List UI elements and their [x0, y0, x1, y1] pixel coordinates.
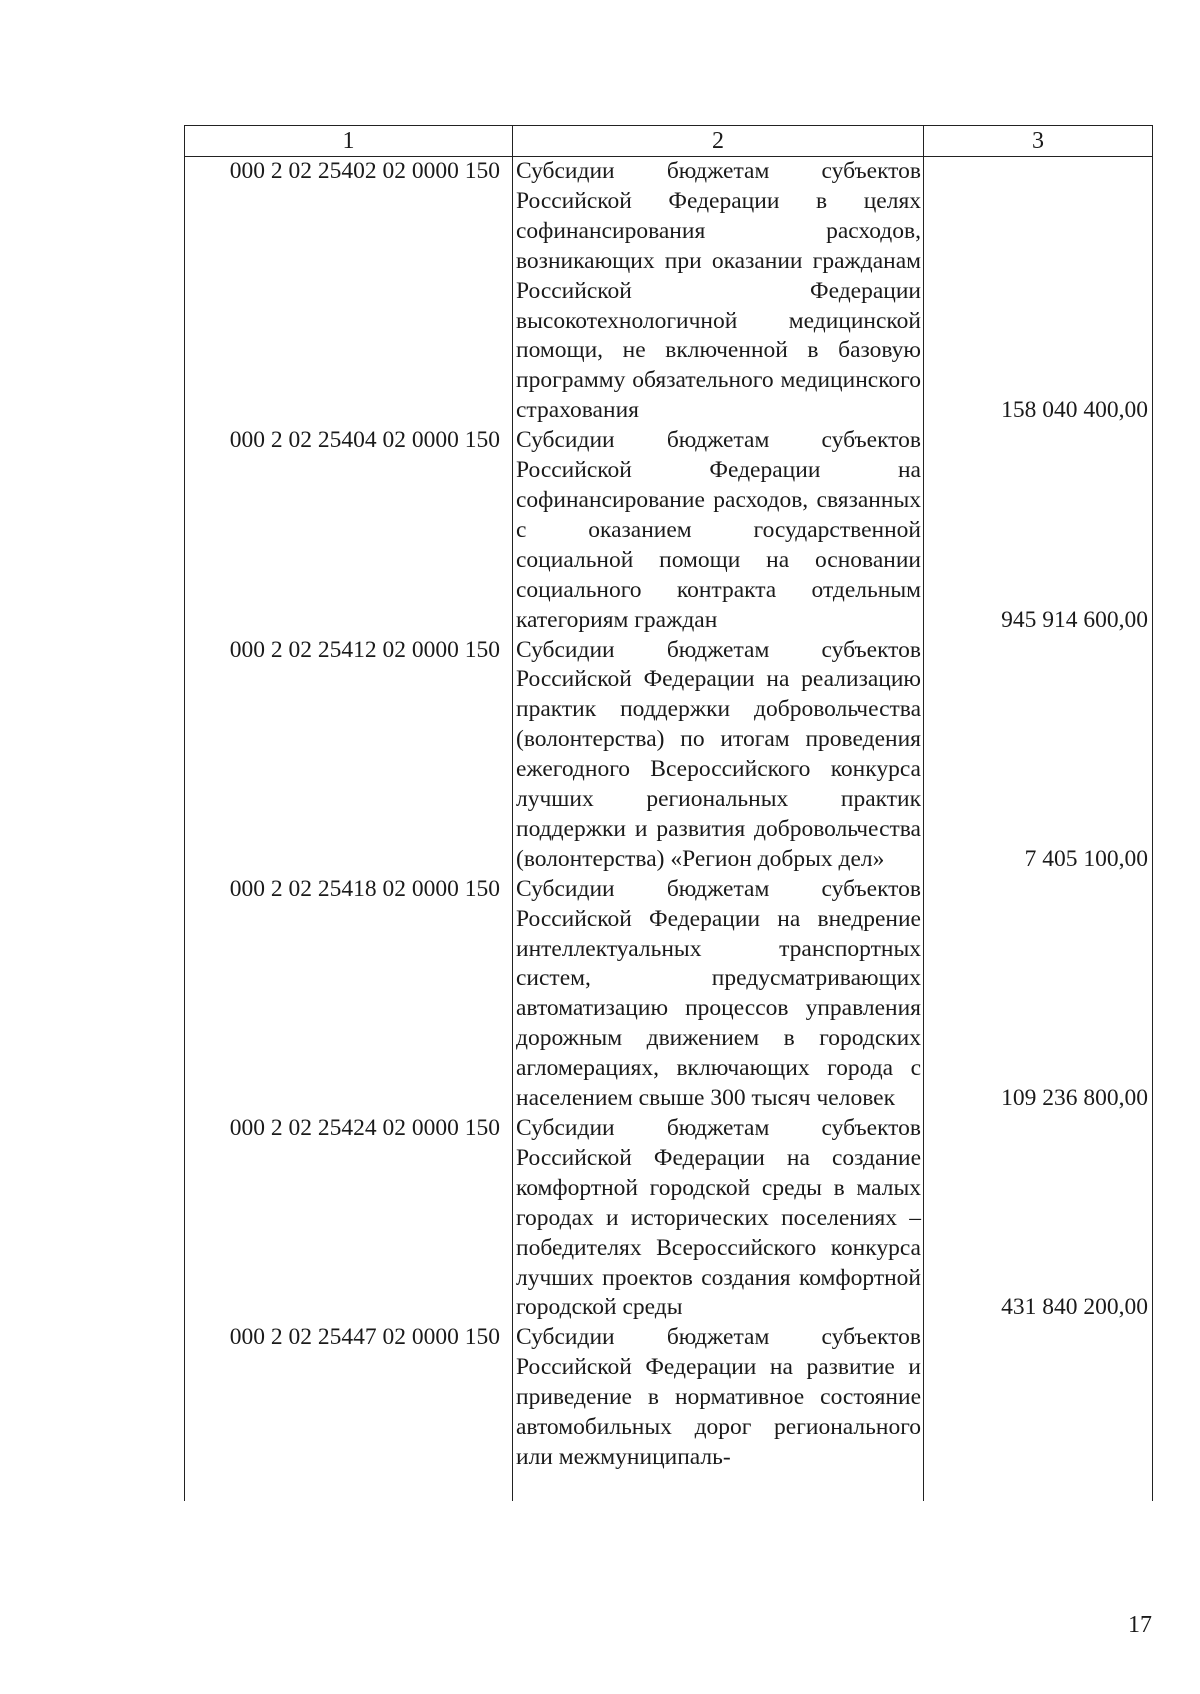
page-number: 17 — [1128, 1612, 1152, 1638]
amount: 7 405 100,00 — [924, 636, 1153, 875]
income-name: Субсидии бюджетам субъектов Российской Федерации в целях софинансирования расходов, возникающих при оказании гражданам Российской Федерации высокотехнологичной медицинской помощи, не включенной в базовую программу обязательного медицинского страхования — [513, 157, 924, 427]
budget-code: 000 2 02 25412 02 0000 150 — [185, 636, 513, 875]
budget-code: 000 2 02 25424 02 0000 150 — [185, 1114, 513, 1323]
column-header-3: 3 — [924, 126, 1153, 157]
amount — [924, 1323, 1153, 1501]
budget-code: 000 2 02 25402 02 0000 150 — [185, 157, 513, 427]
income-name: Субсидии бюджетам субъектов Российской Федерации на внедрение интеллектуальных транспортных систем, предусматривающих автоматизацию процессов управления дорожным движением в городских агломерациях, включающих города с населением свыше 300 тысяч человек — [513, 875, 924, 1114]
amount: 431 840 200,00 — [924, 1114, 1153, 1323]
table-row — [185, 875, 1153, 1114]
column-header-1: 1 — [185, 126, 513, 157]
amount: 945 914 600,00 — [924, 426, 1153, 635]
income-name: Субсидии бюджетам субъектов Российской Федерации на софинансирование расходов, связанных с оказанием государственной социальной помощи на основании социального контракта отдельным категориям граждан — [513, 426, 924, 635]
table-row — [185, 1114, 1153, 1323]
column-header-2: 2 — [513, 126, 924, 157]
budget-code: 000 2 02 25418 02 0000 150 — [185, 875, 513, 1114]
amount: 109 236 800,00 — [924, 875, 1153, 1114]
budget-code: 000 2 02 25447 02 0000 150 — [185, 1323, 513, 1501]
table-row — [185, 636, 1153, 875]
income-name: Субсидии бюджетам субъектов Российской Федерации на реализацию практик поддержки добровольчества (волонтерства) по итогам проведения ежегодного Всероссийского конкурса лучших региональных практик поддержки и развития добровольчества (волонтерства) «Регион добрых дел» — [513, 636, 924, 875]
table-row — [185, 1323, 1153, 1501]
budget-code: 000 2 02 25404 02 0000 150 — [185, 426, 513, 635]
table-header-row — [185, 126, 1153, 157]
income-name: Субсидии бюджетам субъектов Российской Федерации на создание комфортной городской среды в малых городах и исторических поселениях – победителях Всероссийского конкурса лучших проектов создания комфортной городской среды — [513, 1114, 924, 1323]
table-row — [185, 157, 1153, 427]
amount: 158 040 400,00 — [924, 157, 1153, 427]
income-name: Субсидии бюджетам субъектов Российской Федерации на развитие и приведение в нормативное состояние автомобильных дорог регионального или межмуниципаль- — [513, 1323, 924, 1501]
table-row — [185, 426, 1153, 635]
budget-table — [184, 125, 1153, 1501]
